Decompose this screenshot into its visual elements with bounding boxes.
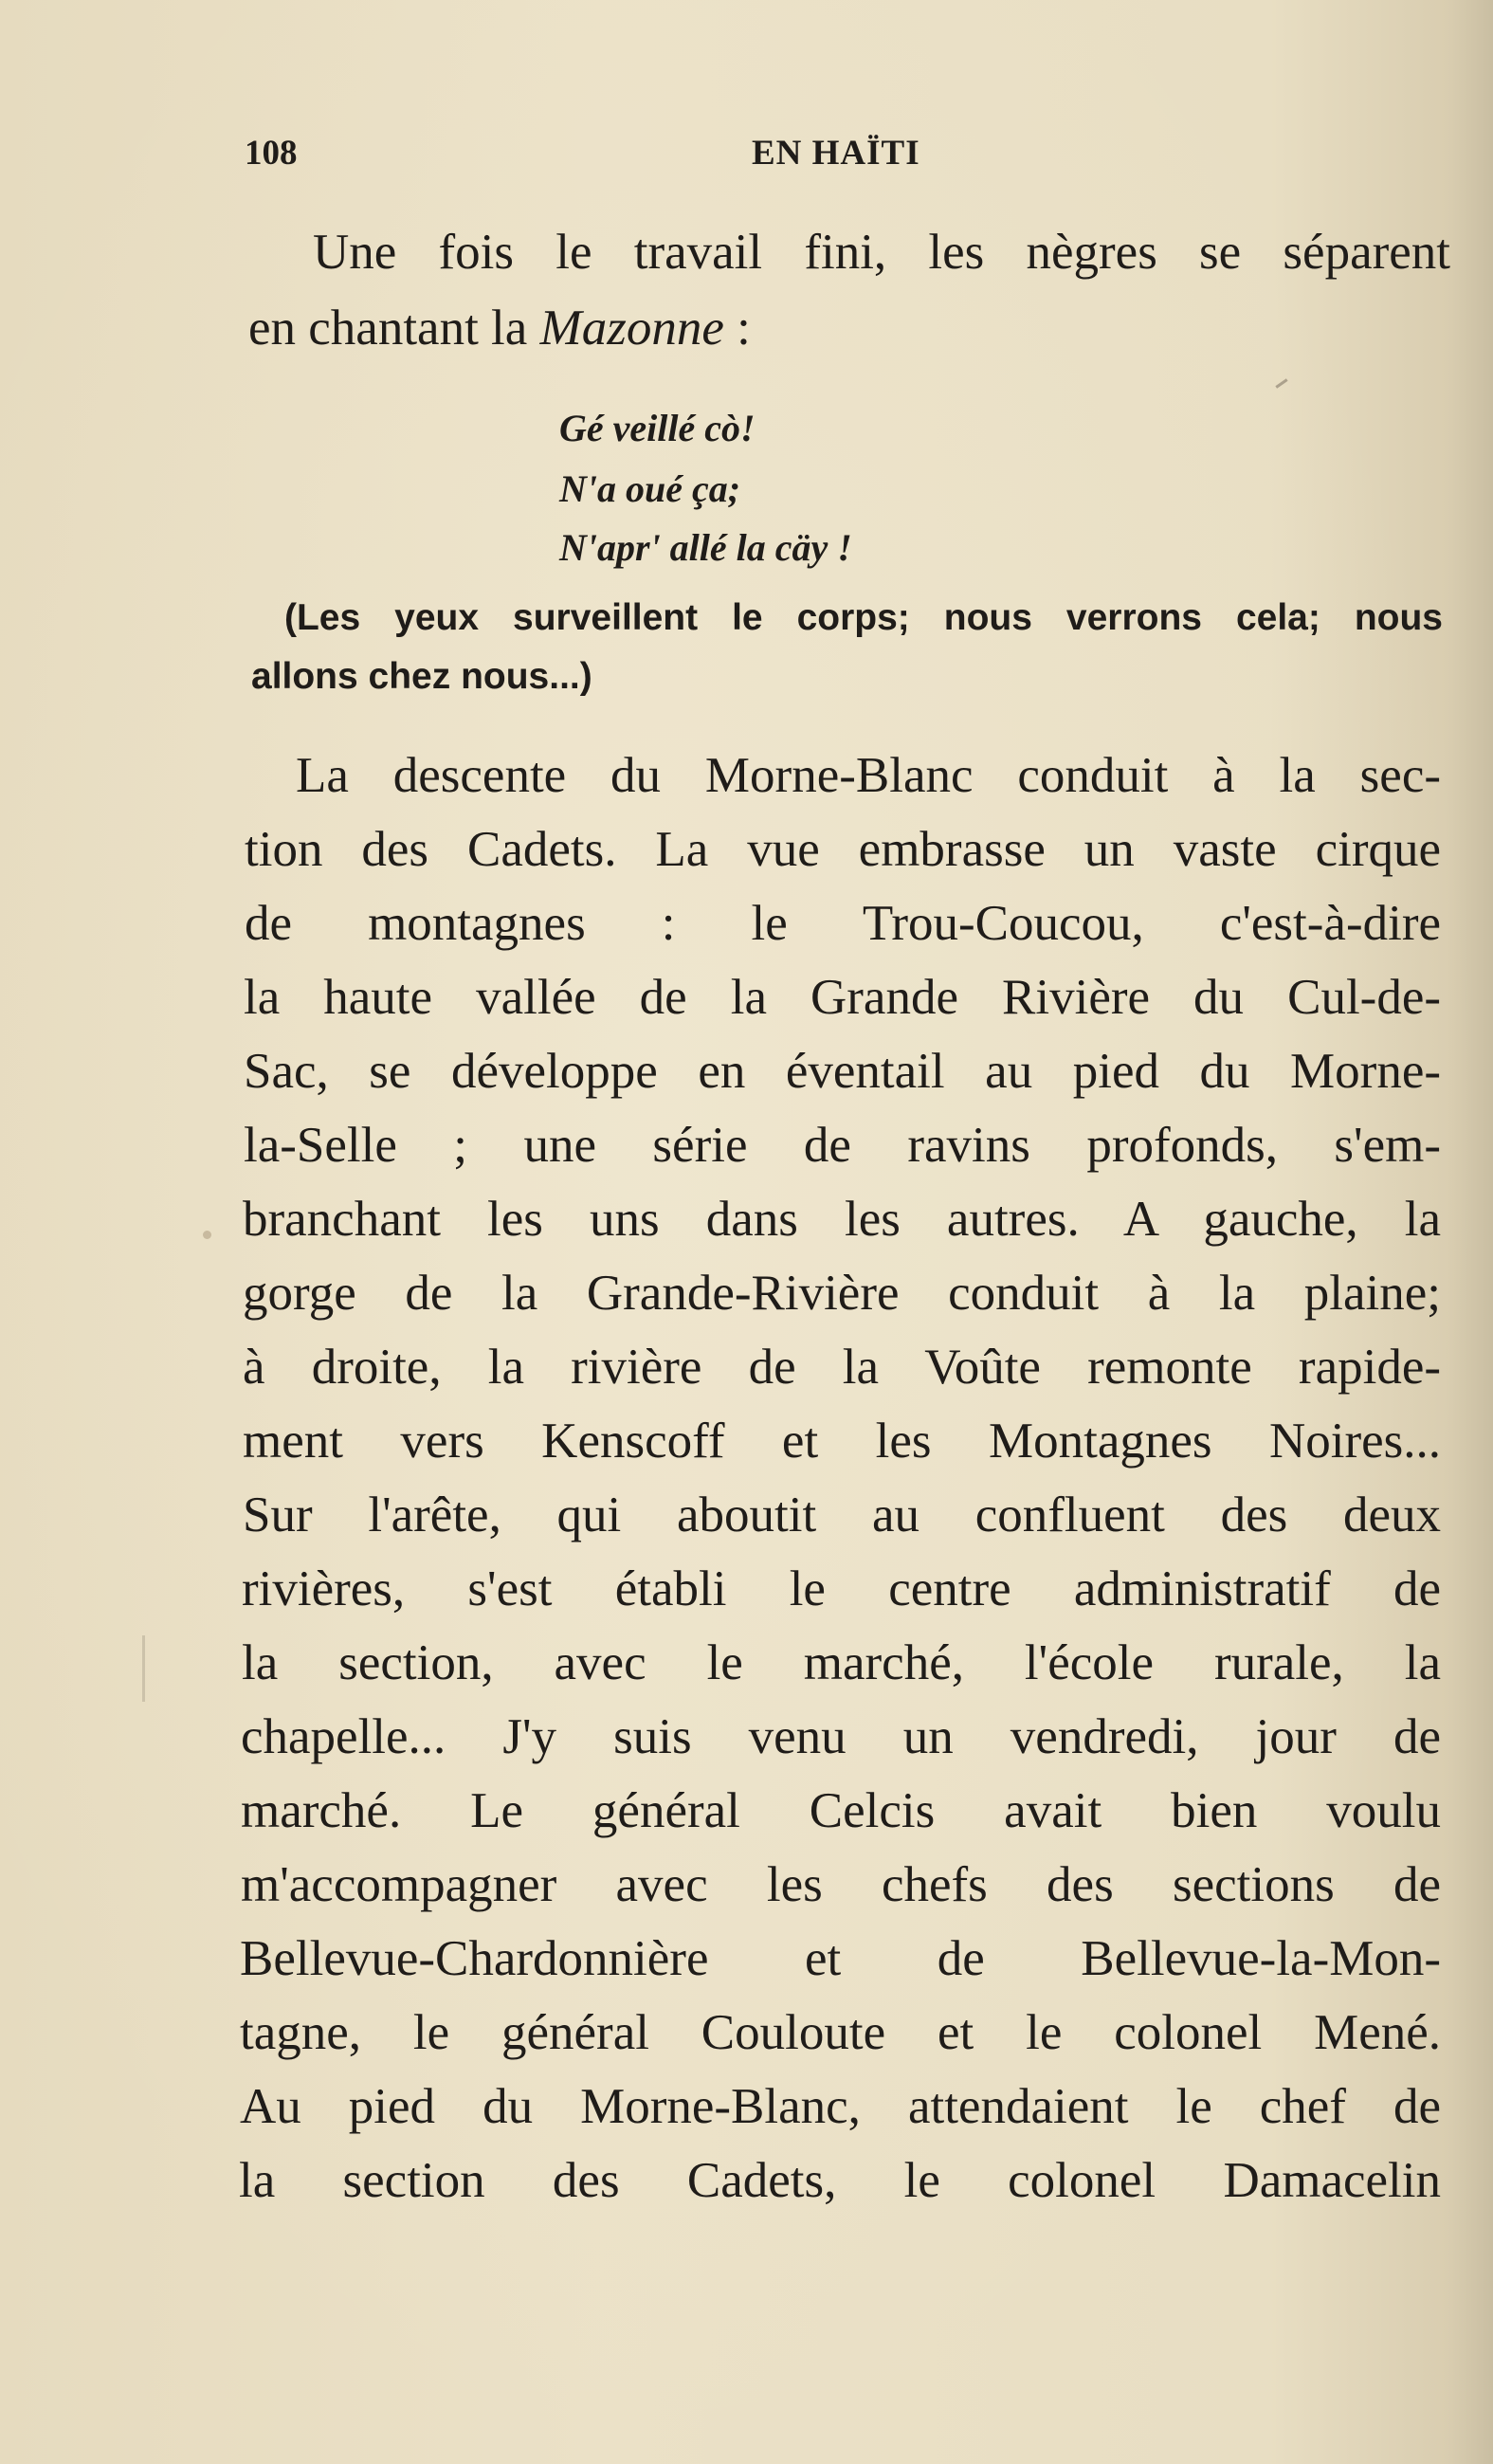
paragraph-line-12: rivières, s'est établi le centre administratif de — [242, 1561, 1441, 1616]
paragraph-line-14: chapelle... J'y suis venu un vendredi, jour de — [241, 1709, 1441, 1764]
paragraph-line-13: la section, avec le marché, l'école rurale, la — [242, 1635, 1441, 1690]
intro-line-2-suffix: : — [723, 301, 751, 356]
paragraph-line-11: Sur l'arête, qui aboutit au confluent des deux — [243, 1488, 1441, 1542]
paragraph-line-4: la haute vallée de la Grande Rivière du Cul-de- — [244, 970, 1441, 1025]
song-line-1: Gé veillé cò! — [559, 407, 756, 449]
paragraph-line-15: marché. Le général Celcis avait bien voulu — [241, 1783, 1441, 1838]
paragraph-line-19: Au pied du Morne-Blanc, attendaient le chef de — [240, 2079, 1441, 2134]
paragraph-line-3: de montagnes : le Trou-Coucou, c'est-à-dire — [245, 896, 1441, 951]
intro-line-1: Une fois le travail fini, les nègres se séparent — [313, 225, 1450, 280]
paragraph-line-6: la-Selle ; une série de ravins profonds, s'em- — [244, 1118, 1441, 1173]
paragraph-line-8: gorge de la Grande-Rivière conduit à la plaine; — [243, 1266, 1441, 1321]
paragraph-line-2: tion des Cadets. La vue embrasse un vaste cirque — [245, 822, 1441, 877]
paragraph-line-9: à droite, la rivière de la Voûte remonte rapide- — [243, 1340, 1441, 1395]
ink-speck — [1275, 378, 1287, 388]
page-number: 108 — [245, 134, 298, 173]
running-title: EN HAÏTI — [752, 134, 920, 173]
page-header — [245, 133, 1439, 180]
paragraph-line-7: branchant les uns dans les autres. A gauche, la — [243, 1192, 1441, 1247]
paragraph-line-5: Sac, se développe en éventail au pied du Morne- — [244, 1044, 1441, 1099]
paragraph-line-17: Bellevue-Chardonnière et de Bellevue-la-Mon- — [240, 1931, 1441, 1986]
paragraph-line-18: tagne, le général Couloute et le colonel Mené. — [240, 2005, 1441, 2060]
song-line-2: N'a oué ça; — [559, 467, 741, 510]
paragraph-line-16: m'accompagner avec les chefs des sections de — [241, 1857, 1441, 1912]
paragraph-line-1: La descente du Morne-Blanc conduit à la sec- — [296, 748, 1441, 803]
paper-spot — [203, 1231, 211, 1239]
paragraph-line-20: la section des Cadets, le colonel Damacelin — [239, 2153, 1441, 2208]
intro-line-2-prefix: en chantant la — [248, 301, 540, 356]
translation-line-1: (Les yeux surveillent le corps; nous verrons cela; nous — [284, 597, 1443, 638]
margin-mark — [142, 1635, 145, 1702]
intro-line-2 — [248, 303, 751, 354]
translation-line-2: allons chez nous...) — [251, 656, 592, 697]
song-title: Mazonne — [539, 301, 724, 356]
paragraph-line-10: ment vers Kenscoff et les Montagnes Noires... — [243, 1414, 1441, 1469]
song-line-3: N'apr' allé la cäy ! — [559, 526, 852, 569]
